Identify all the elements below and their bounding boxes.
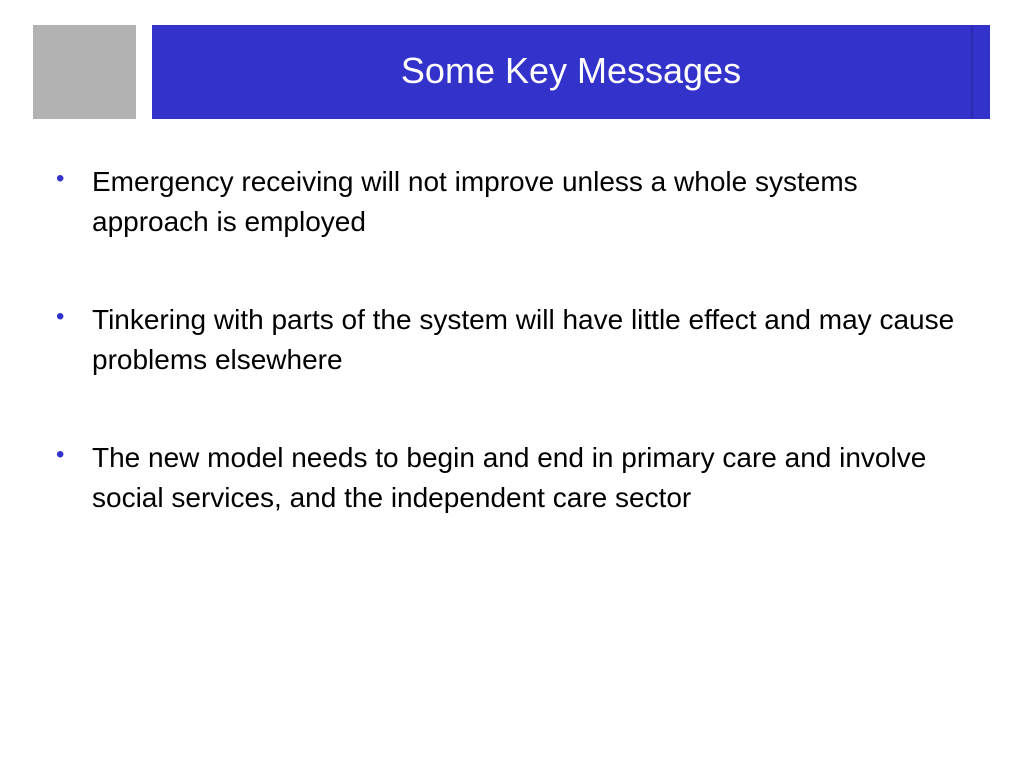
bullet-item [56, 162, 956, 242]
bullet-item [56, 300, 956, 380]
bullet-point-icon: • [56, 441, 65, 468]
bullet-point-icon: • [56, 165, 65, 192]
bullet-text: Tinkering with parts of the system will have little effect and may cause problems elsewhere [92, 304, 955, 375]
bullet-point-icon: • [56, 303, 65, 330]
bullet-text: The new model needs to begin and end in primary care and involve social services, and the independent care sector [92, 442, 927, 513]
bullet-item [56, 438, 956, 518]
decorative-grey-block [33, 25, 136, 119]
slide-title: Some Key Messages [400, 50, 742, 91]
bullet-text: Emergency receiving will not improve unless a whole systems approach is employed [92, 166, 858, 237]
bullet-list [56, 162, 956, 576]
